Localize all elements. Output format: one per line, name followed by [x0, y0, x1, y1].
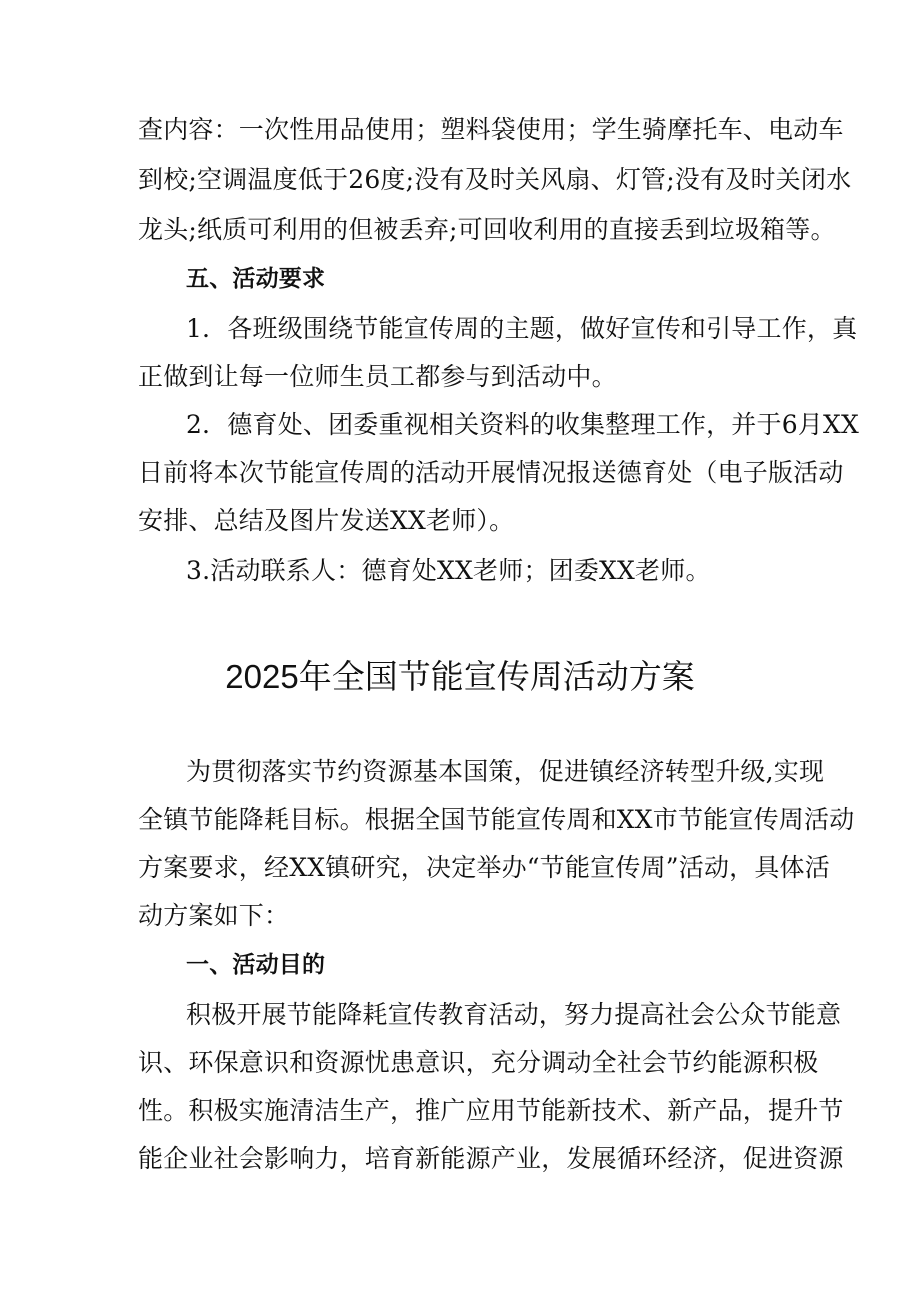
list-item-1-line: 1．各班级围绕节能宣传周的主题，做好宣传和引导工作，真	[186, 314, 858, 343]
document-title: 2025年全国节能宣传周活动方案	[225, 658, 695, 695]
body-text-line: 查内容：一次性用品使用；塑料袋使用；学生骑摩托车、电动车	[138, 115, 844, 144]
section-heading-one: 一、活动目的	[186, 952, 326, 978]
body-text-line: 到校;空调温度低于26度;没有及时关风扇、灯管;没有及时关闭水	[138, 165, 852, 194]
body-text-line: 性。积极实施清洁生产，推广应用节能新技术、新产品，提升节	[138, 1096, 844, 1125]
body-text-line: 积极开展节能降耗宣传教育活动，努力提高社会公众节能意	[186, 1000, 842, 1029]
list-item-2-line: 安排、总结及图片发送XX老师）。	[138, 506, 515, 535]
intro-line: 动方案如下：	[138, 901, 290, 930]
body-text-line: 龙头;纸质可利用的但被丢弃;可回收利用的直接丢到垃圾箱等。	[138, 215, 836, 244]
body-text-line: 识、环保意识和资源忧患意识，充分调动全社会节约能源积极	[138, 1048, 819, 1077]
list-item-2-line: 2．德育处、团委重视相关资料的收集整理工作，并于6月XX	[186, 410, 860, 439]
list-item-3-line: 3.活动联系人：德育处XX老师；团委XX老师。	[186, 556, 711, 585]
list-item-1-line: 正做到让每一位师生员工都参与到活动中。	[138, 362, 617, 391]
intro-line: 为贯彻落实节约资源基本国策，促进镇经济转型升级,实现	[186, 757, 825, 786]
list-item-2-line: 日前将本次节能宣传周的活动开展情况报送德育处（电子版活动	[138, 458, 844, 487]
section-heading-five: 五、活动要求	[186, 266, 326, 292]
body-text-line: 能企业社会影响力，培育新能源产业，发展循环经济，促进资源	[138, 1144, 844, 1173]
intro-line: 方案要求，经XX镇研究，决定举办“节能宣传周”活动，具体活	[138, 853, 830, 882]
intro-line: 全镇节能降耗目标。根据全国节能宣传周和XX市节能宣传周活动	[138, 805, 855, 834]
